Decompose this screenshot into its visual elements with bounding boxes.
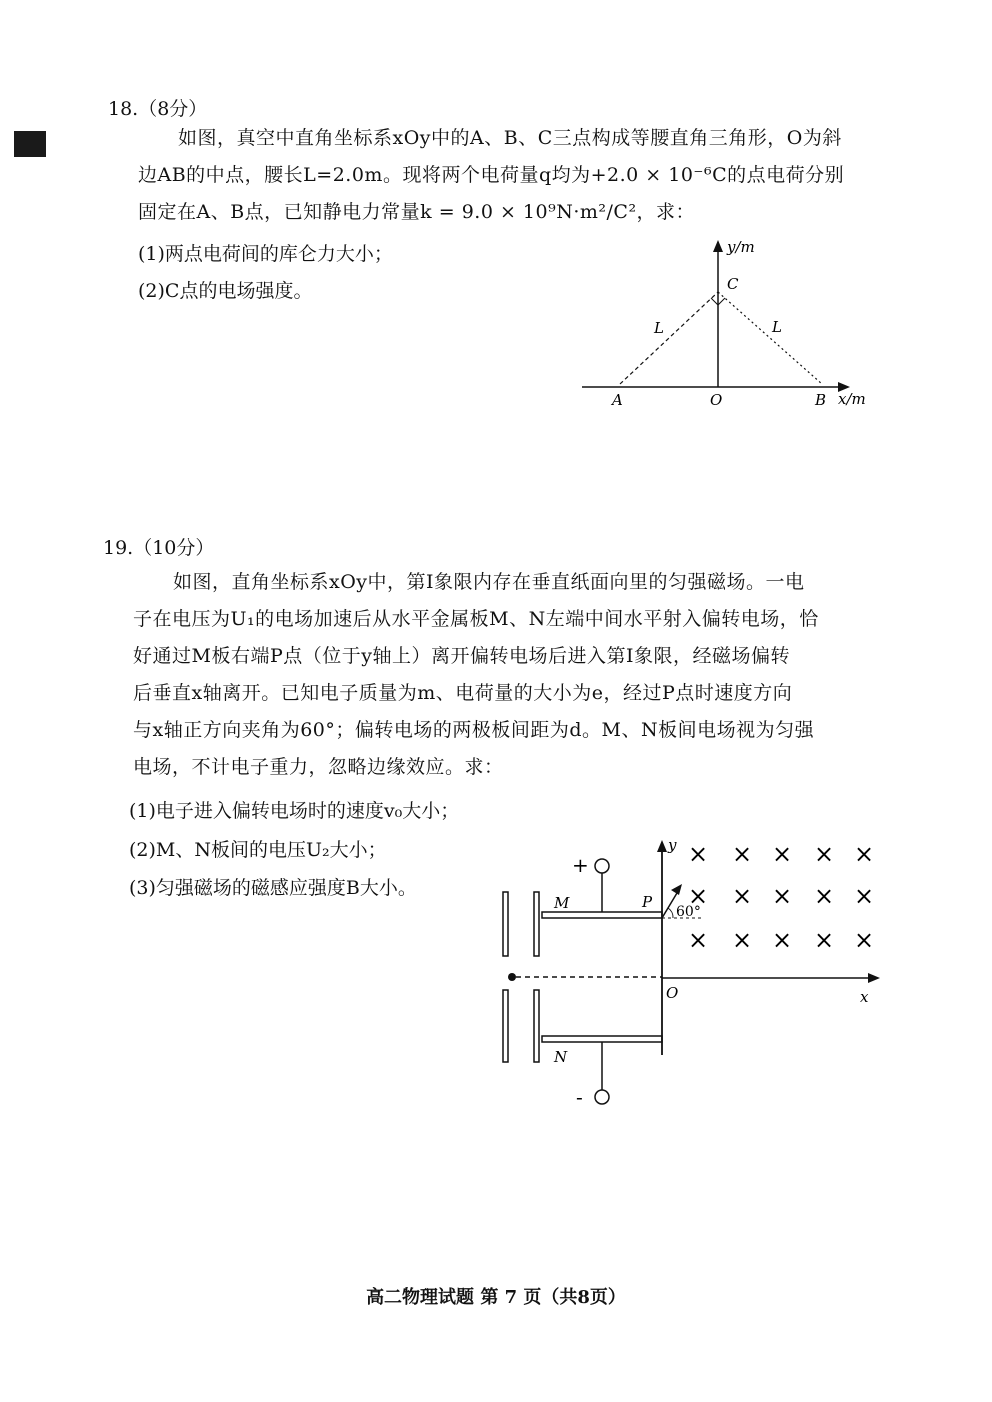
q19-x-arrow — [868, 973, 880, 983]
q18-body — [138, 120, 898, 231]
plate-n — [542, 1036, 662, 1042]
q19-question-2: (2)M、N板间的电压U₂大小； — [129, 839, 387, 861]
q18-number: 18.（8分） — [108, 98, 208, 120]
q19-line-1: 如图，直角坐标系xOy中，第Ⅰ象限内存在垂直纸面向里的匀强磁场。一电 — [173, 571, 805, 593]
velocity-arrowhead — [671, 884, 682, 895]
label-origin: O — [666, 984, 679, 1002]
q19-question-1: (1)电子进入偏转电场时的速度v₀大小； — [129, 800, 460, 822]
plus-sign: + — [572, 853, 589, 877]
q18-y-arrow — [713, 240, 723, 252]
field-mark: × — [814, 840, 835, 868]
angle-label: 60° — [676, 904, 701, 920]
q19-figure — [490, 830, 890, 1115]
field-mark: × — [732, 926, 753, 954]
q18-label-b: B — [815, 391, 827, 409]
q18-label-leg-right: L — [772, 318, 782, 336]
magnetic-field-marks — [688, 840, 874, 954]
field-mark: × — [772, 926, 793, 954]
plate-m — [542, 912, 662, 918]
q18-y-label: y/m — [727, 238, 755, 256]
field-mark: × — [688, 882, 709, 910]
page-footer: 高二物理试题 第 7 页（共8页） — [366, 1287, 626, 1308]
q19-line-4: 后垂直x轴离开。已知电子质量为m、电荷量的大小为e，经过P点时速度方向 — [133, 682, 793, 704]
field-mark: × — [732, 882, 753, 910]
q18-label-a: A — [612, 391, 623, 409]
accel-plate-right-top — [534, 892, 539, 956]
q18-label-o: O — [710, 391, 723, 409]
terminal-minus — [595, 1090, 609, 1104]
field-mark: × — [688, 840, 709, 868]
q18-line-3: 固定在A、B点，已知静电力常量k = 9.0 × 10⁹N·m²/C²，求： — [138, 201, 696, 223]
electron-source — [508, 973, 516, 981]
minus-sign: - — [576, 1085, 583, 1109]
field-mark: × — [814, 882, 835, 910]
q19-line-5: 与x轴正方向夹角为60°；偏转电场的两极板间距为d。M、N板间电场视为匀强 — [133, 719, 815, 741]
q19-line-6: 电场，不计电子重力，忽略边缘效应。求： — [133, 756, 504, 778]
field-mark: × — [814, 926, 835, 954]
q18-line-1: 如图，真空中直角坐标系xOy中的A、B、C三点构成等腰直角三角形，O为斜 — [178, 127, 842, 149]
field-mark: × — [772, 840, 793, 868]
label-y: y — [668, 836, 677, 854]
label-n: N — [554, 1048, 568, 1066]
q18-label-leg-left: L — [654, 319, 664, 337]
label-m: M — [554, 894, 570, 912]
accel-plate-left-bottom — [503, 990, 508, 1062]
q19-number: 19.（10分） — [103, 537, 215, 559]
terminal-plus — [595, 859, 609, 873]
scan-marker — [14, 131, 46, 157]
q18-x-label: x/m — [838, 390, 866, 408]
field-mark: × — [854, 840, 875, 868]
q19-line-3: 好通过M板右端P点（位于y轴上）离开偏转电场后进入第Ⅰ象限，经磁场偏转 — [133, 645, 790, 667]
accel-plate-left-top — [503, 892, 508, 956]
q19-line-2: 子在电压为U₁的电场加速后从水平金属板M、N左端中间水平射入偏转电场，恰 — [133, 608, 819, 630]
q19-question-3: (3)匀强磁场的磁感应强度B大小。 — [129, 877, 417, 899]
q18-question-1: (1)两点电荷间的库仑力大小； — [138, 243, 393, 265]
field-mark: × — [854, 882, 875, 910]
field-mark: × — [854, 926, 875, 954]
label-p: P — [642, 893, 653, 911]
field-mark: × — [688, 926, 709, 954]
accel-plate-right-bottom — [534, 990, 539, 1062]
angle-arc — [668, 908, 673, 918]
q19-y-arrow — [657, 840, 667, 852]
field-mark: × — [772, 882, 793, 910]
q18-leg-bc — [718, 292, 822, 384]
q18-line-2: 边AB的中点，腰长L=2.0m。现将两个电荷量q均为+2.0 × 10⁻⁶C的点电荷分别 — [138, 164, 845, 186]
q19-body — [133, 564, 903, 786]
q18-leg-ac — [620, 292, 718, 384]
q18-question-2: (2)C点的电场强度。 — [138, 280, 313, 302]
label-x: x — [860, 988, 869, 1006]
q18-label-c: C — [727, 275, 739, 293]
field-mark: × — [732, 840, 753, 868]
q18-figure — [570, 232, 870, 417]
